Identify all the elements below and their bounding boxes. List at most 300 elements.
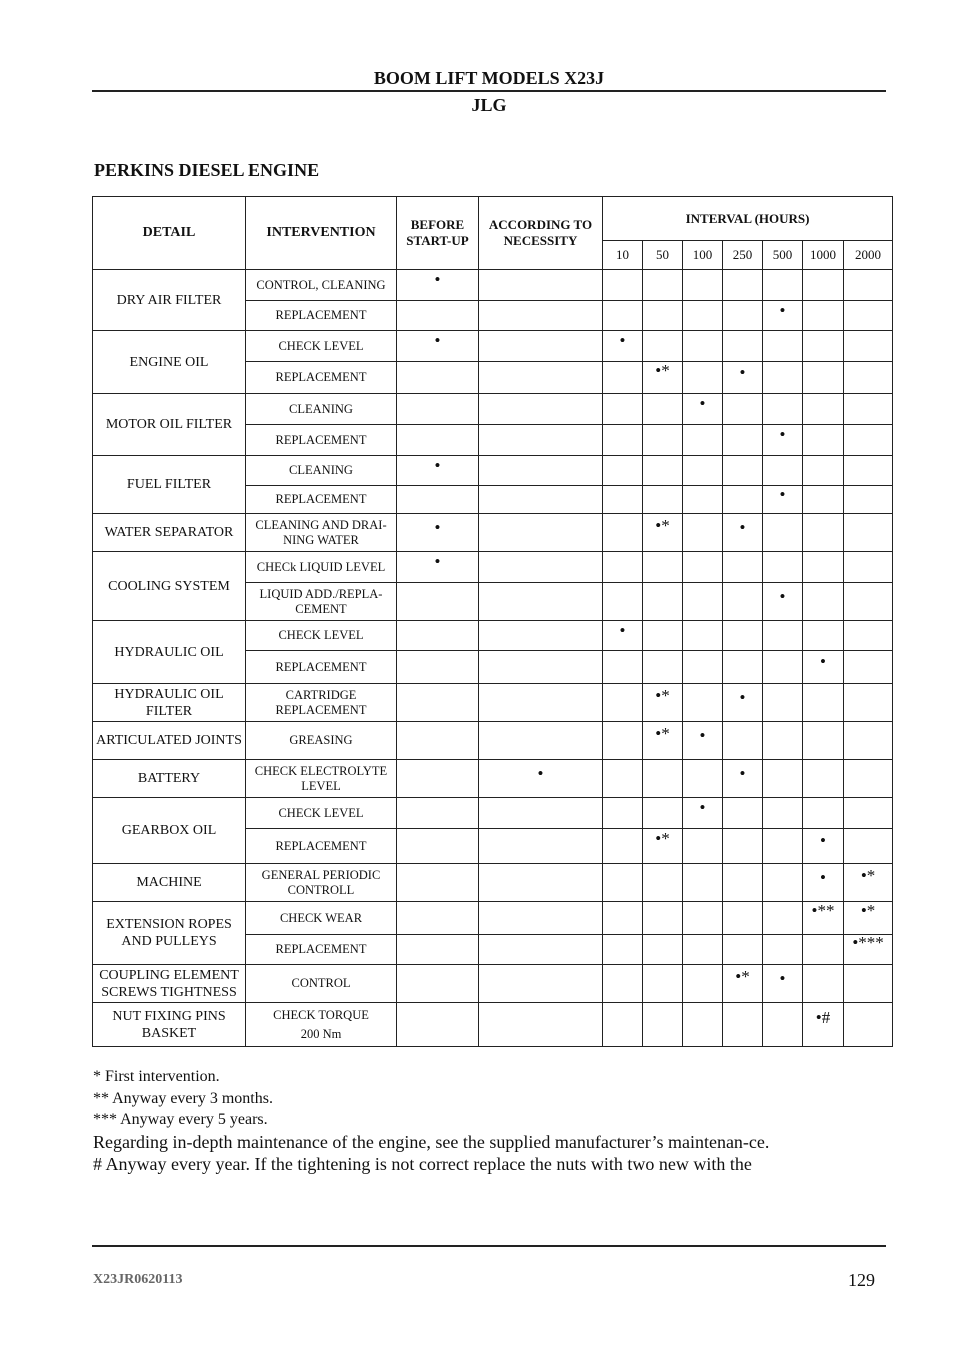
- schedule-mark-cell: [844, 902, 893, 935]
- table-row: [93, 722, 893, 760]
- schedule-mark-cell: [723, 270, 763, 301]
- intervention-label: GENERAL PERIODIC CONTROLL: [261, 867, 381, 897]
- intervention-label: REPLACEMENT: [275, 492, 367, 506]
- schedule-mark: •*: [655, 829, 670, 848]
- page-number: 129: [848, 1270, 875, 1290]
- schedule-mark-cell: [763, 798, 803, 829]
- detail-cell: MACHINE: [93, 864, 246, 902]
- schedule-mark-cell: [643, 935, 683, 965]
- schedule-mark-cell: [603, 583, 643, 621]
- schedule-mark-cell: [763, 651, 803, 684]
- schedule-mark-cell: [479, 486, 603, 514]
- schedule-mark-cell: [844, 362, 893, 394]
- schedule-mark-cell: [683, 1003, 723, 1047]
- schedule-mark-cell: [763, 935, 803, 965]
- schedule-mark-cell: [643, 829, 683, 864]
- schedule-mark-cell: [763, 965, 803, 1003]
- schedule-mark-cell: [643, 864, 683, 902]
- schedule-mark-cell: [803, 684, 844, 722]
- schedule-mark: •*: [655, 723, 670, 743]
- schedule-mark-cell: [844, 798, 893, 829]
- schedule-mark: •: [434, 517, 441, 537]
- schedule-mark-cell: [723, 864, 763, 902]
- schedule-mark-cell: [723, 684, 763, 722]
- detail-cell: FUEL FILTER: [93, 456, 246, 514]
- schedule-mark-cell: [603, 864, 643, 902]
- header-hours-1000: 1000: [803, 241, 844, 270]
- schedule-mark-cell: [479, 270, 603, 301]
- schedule-mark: •: [779, 586, 786, 606]
- intervention-label: CLEANING: [289, 401, 353, 416]
- schedule-mark-cell: [803, 651, 844, 684]
- schedule-mark: •: [434, 455, 441, 475]
- schedule-mark-cell: [844, 1003, 893, 1047]
- schedule-mark-cell: [844, 864, 893, 902]
- schedule-mark-cell: [683, 651, 723, 684]
- schedule-mark-cell: [479, 965, 603, 1003]
- schedule-mark-cell: [479, 798, 603, 829]
- schedule-mark-cell: [763, 514, 803, 552]
- schedule-mark: •: [434, 552, 441, 571]
- schedule-mark-cell: [723, 760, 763, 798]
- schedule-mark-cell: [397, 456, 479, 486]
- schedule-mark-cell: [397, 864, 479, 902]
- schedule-mark-cell: [643, 965, 683, 1003]
- schedule-mark: •*: [655, 361, 670, 380]
- intervention-cell: [246, 760, 397, 798]
- schedule-mark-cell: [603, 965, 643, 1003]
- table-row: [93, 798, 893, 829]
- schedule-mark: •***: [852, 934, 884, 952]
- schedule-mark-cell: [397, 331, 479, 362]
- schedule-mark-cell: [643, 684, 683, 722]
- schedule-mark-cell: [683, 456, 723, 486]
- intervention-cell: [246, 722, 397, 760]
- intervention-label: LIQUID ADD./REPLA-CEMENT: [259, 586, 383, 616]
- intervention-label: REPLACEMENT: [275, 942, 367, 956]
- detail-cell: COUPLING ELEMENT SCREWS TIGHTNESS: [93, 965, 246, 1003]
- footnotes: [93, 1066, 893, 1175]
- table-row: [93, 270, 893, 301]
- header-according-to-necessity: ACCORDING TO NECESSITY: [479, 197, 603, 270]
- table-row: [93, 514, 893, 552]
- schedule-mark-cell: [603, 331, 643, 362]
- intervention-cell: [246, 935, 397, 965]
- detail-cell: COOLING SYSTEM: [93, 552, 246, 621]
- schedule-mark-cell: [643, 621, 683, 651]
- schedule-mark: •: [779, 485, 786, 504]
- header-hours-10: 10: [603, 241, 643, 270]
- intervention-cell: [246, 456, 397, 486]
- schedule-mark-cell: [763, 583, 803, 621]
- schedule-mark-cell: [397, 362, 479, 394]
- schedule-mark-cell: [844, 331, 893, 362]
- schedule-mark-cell: [803, 864, 844, 902]
- schedule-mark: •: [434, 270, 441, 289]
- detail-cell: ARTICULATED JOINTS: [93, 722, 246, 760]
- schedule-mark-cell: [844, 301, 893, 331]
- schedule-mark-cell: [803, 486, 844, 514]
- schedule-mark-cell: [723, 362, 763, 394]
- schedule-mark-cell: [763, 829, 803, 864]
- schedule-mark-cell: [397, 760, 479, 798]
- schedule-mark-cell: [603, 651, 643, 684]
- schedule-mark-cell: [844, 651, 893, 684]
- intervention-label: CLEANING AND DRAI-NING WATER: [255, 517, 387, 547]
- schedule-mark-cell: [803, 1003, 844, 1047]
- schedule-mark-cell: [844, 456, 893, 486]
- intervention-cell: [246, 1003, 397, 1047]
- table-row: [93, 1003, 893, 1047]
- schedule-mark: •: [699, 725, 706, 745]
- footnote-manufacturer: Regarding in-depth maintenance of the engine, see the supplied manufacturer’s maintenan-ce.: [93, 1131, 770, 1152]
- schedule-mark-cell: [397, 651, 479, 684]
- schedule-mark-cell: [803, 760, 844, 798]
- document-title: BOOM LIFT MODELS X23J: [373, 68, 605, 88]
- schedule-mark-cell: [397, 514, 479, 552]
- schedule-mark-cell: [603, 902, 643, 935]
- schedule-mark-cell: [397, 394, 479, 425]
- schedule-mark-cell: [683, 394, 723, 425]
- schedule-mark-cell: [803, 583, 844, 621]
- schedule-mark-cell: [479, 1003, 603, 1047]
- schedule-mark-cell: [803, 362, 844, 394]
- schedule-mark-cell: [803, 722, 844, 760]
- schedule-mark: •**: [811, 901, 835, 920]
- schedule-mark-cell: [723, 583, 763, 621]
- schedule-mark: •: [739, 687, 746, 707]
- schedule-mark-cell: [397, 829, 479, 864]
- intervention-label: REPLACEMENT: [275, 432, 367, 447]
- schedule-mark-cell: [397, 552, 479, 583]
- intervention-label: REPLACEMENT: [275, 838, 367, 853]
- table-row: [93, 902, 893, 935]
- schedule-mark-cell: [397, 684, 479, 722]
- schedule-mark-cell: [479, 456, 603, 486]
- intervention-label: CONTROL: [291, 976, 351, 990]
- schedule-mark-cell: [643, 486, 683, 514]
- schedule-mark-cell: [763, 456, 803, 486]
- schedule-mark-cell: [683, 486, 723, 514]
- schedule-mark-cell: [844, 552, 893, 583]
- schedule-mark-cell: [479, 864, 603, 902]
- schedule-mark-cell: [683, 965, 723, 1003]
- intervention-label: CLEANING: [289, 463, 353, 477]
- schedule-mark: •: [699, 394, 706, 413]
- intervention-cell: [246, 394, 397, 425]
- schedule-mark-cell: [844, 394, 893, 425]
- intervention-cell: [246, 902, 397, 935]
- schedule-mark-cell: [479, 301, 603, 331]
- intervention-label: CHECK TORQUE: [273, 1007, 369, 1022]
- schedule-mark: •*: [735, 966, 750, 986]
- schedule-mark-cell: [763, 722, 803, 760]
- intervention-label: GREASING: [289, 733, 353, 747]
- schedule-mark: •*: [655, 685, 670, 705]
- schedule-mark-cell: [803, 456, 844, 486]
- schedule-mark-cell: [683, 362, 723, 394]
- intervention-cell: [246, 552, 397, 583]
- schedule-mark-cell: [603, 722, 643, 760]
- schedule-mark-cell: [643, 425, 683, 456]
- brand-name: JLG: [471, 95, 507, 115]
- intervention-cell: [246, 798, 397, 829]
- table-row: [93, 965, 893, 1003]
- schedule-mark-cell: [763, 1003, 803, 1047]
- schedule-mark-cell: [683, 552, 723, 583]
- schedule-mark-cell: [683, 760, 723, 798]
- schedule-mark-cell: [643, 722, 683, 760]
- schedule-mark-cell: [643, 902, 683, 935]
- schedule-mark-cell: [479, 651, 603, 684]
- detail-cell: DRY AIR FILTER: [93, 270, 246, 331]
- schedule-mark: •*: [860, 901, 876, 920]
- schedule-mark-cell: [603, 935, 643, 965]
- schedule-mark-cell: [763, 394, 803, 425]
- schedule-mark-cell: [844, 829, 893, 864]
- header-hours-500: 500: [763, 241, 803, 270]
- schedule-mark-cell: [763, 621, 803, 651]
- intervention-label: REPLACEMENT: [275, 370, 367, 384]
- detail-cell: MOTOR OIL FILTER: [93, 394, 246, 456]
- detail-cell: HYDRAULIC OIL: [93, 621, 246, 684]
- schedule-mark-cell: [763, 684, 803, 722]
- schedule-mark-cell: [803, 965, 844, 1003]
- schedule-mark-cell: [397, 583, 479, 621]
- intervention-cell: [246, 514, 397, 552]
- schedule-mark-cell: [603, 514, 643, 552]
- schedule-mark-cell: [479, 902, 603, 935]
- footnote-every-year: # Anyway every year. If the tightening is not correct replace the nuts with two new with the: [93, 1153, 752, 1174]
- intervention-label: CHECK ELECTROLYTE LEVEL: [254, 763, 388, 793]
- table-body: [93, 270, 893, 1047]
- schedule-mark: •: [739, 763, 746, 783]
- document-code: X23JR0620113: [93, 1272, 183, 1287]
- footer-rule: [92, 1245, 886, 1247]
- schedule-mark-cell: [723, 829, 763, 864]
- schedule-mark-cell: [803, 935, 844, 965]
- schedule-mark-cell: [479, 684, 603, 722]
- schedule-mark-cell: [479, 331, 603, 362]
- intervention-cell: [246, 362, 397, 394]
- header-hours-50: 50: [643, 241, 683, 270]
- schedule-mark-cell: [723, 1003, 763, 1047]
- schedule-mark-cell: [723, 902, 763, 935]
- schedule-mark-cell: [763, 425, 803, 456]
- schedule-mark-cell: [397, 621, 479, 651]
- schedule-mark-cell: [844, 965, 893, 1003]
- schedule-mark-cell: [683, 583, 723, 621]
- schedule-mark-cell: [723, 651, 763, 684]
- intervention-label: CHECK LEVEL: [278, 628, 364, 642]
- detail-cell: GEARBOX OIL: [93, 798, 246, 864]
- intervention-cell: [246, 965, 397, 1003]
- schedule-mark: •: [434, 331, 441, 350]
- schedule-mark-cell: [603, 621, 643, 651]
- schedule-mark: •: [619, 331, 626, 350]
- schedule-mark-cell: [723, 722, 763, 760]
- intervention-cell: [246, 583, 397, 621]
- schedule-mark-cell: [603, 798, 643, 829]
- schedule-mark-cell: [603, 362, 643, 394]
- schedule-mark-cell: [723, 621, 763, 651]
- schedule-mark: •: [739, 517, 746, 537]
- intervention-sub-label: 200 Nm: [300, 1026, 342, 1041]
- maintenance-schedule-table: [92, 196, 893, 1047]
- schedule-mark-cell: [643, 798, 683, 829]
- schedule-mark-cell: [844, 486, 893, 514]
- schedule-mark-cell: [683, 722, 723, 760]
- detail-cell: WATER SEPARATOR: [93, 514, 246, 552]
- schedule-mark-cell: [803, 331, 844, 362]
- schedule-mark-cell: [479, 514, 603, 552]
- schedule-mark-cell: [683, 935, 723, 965]
- schedule-mark-cell: [397, 935, 479, 965]
- intervention-cell: [246, 486, 397, 514]
- header-intervention: INTERVENTION: [246, 197, 397, 270]
- schedule-mark-cell: [844, 621, 893, 651]
- intervention-cell: [246, 331, 397, 362]
- schedule-mark-cell: [844, 270, 893, 301]
- schedule-mark-cell: [763, 486, 803, 514]
- table-row: [93, 394, 893, 425]
- schedule-mark-cell: [397, 902, 479, 935]
- schedule-mark-cell: [643, 331, 683, 362]
- schedule-mark-cell: [763, 331, 803, 362]
- schedule-mark-cell: [723, 486, 763, 514]
- schedule-mark-cell: [397, 965, 479, 1003]
- intervention-label: CARTRIDGE REPLACEMENT: [275, 687, 367, 717]
- schedule-mark: •: [820, 652, 826, 671]
- detail-cell: NUT FIXING PINS BASKET: [93, 1003, 246, 1047]
- schedule-mark-cell: [844, 935, 893, 965]
- intervention-label: CHECK LEVEL: [278, 338, 364, 353]
- schedule-mark-cell: [683, 270, 723, 301]
- schedule-mark-cell: [479, 425, 603, 456]
- schedule-mark-cell: [643, 394, 683, 425]
- schedule-mark-cell: [763, 362, 803, 394]
- schedule-mark-cell: [643, 583, 683, 621]
- schedule-mark-cell: [683, 798, 723, 829]
- schedule-mark: •: [619, 620, 626, 640]
- table-row: [93, 760, 893, 798]
- schedule-mark-cell: [803, 621, 844, 651]
- intervention-label: CHECK LEVEL: [278, 805, 364, 820]
- header-detail: DETAIL: [93, 197, 246, 270]
- schedule-mark-cell: [603, 1003, 643, 1047]
- intervention-label: CHECK WEAR: [279, 910, 363, 925]
- schedule-mark-cell: [723, 425, 763, 456]
- schedule-mark-cell: [603, 301, 643, 331]
- intervention-cell: [246, 864, 397, 902]
- schedule-mark-cell: [803, 902, 844, 935]
- schedule-mark-cell: [803, 798, 844, 829]
- schedule-mark-cell: [803, 301, 844, 331]
- schedule-mark-cell: [803, 394, 844, 425]
- header-hours-2000: 2000: [844, 241, 893, 270]
- header-interval-hours: INTERVAL (HOURS): [603, 197, 893, 241]
- schedule-mark-cell: [763, 270, 803, 301]
- schedule-mark-cell: [844, 425, 893, 456]
- intervention-cell: [246, 684, 397, 722]
- schedule-mark-cell: [603, 456, 643, 486]
- intervention-label: CONTROL, CLEANING: [256, 277, 386, 292]
- schedule-mark-cell: [803, 829, 844, 864]
- schedule-mark-cell: [803, 514, 844, 552]
- intervention-cell: [246, 621, 397, 651]
- schedule-mark-cell: [683, 331, 723, 362]
- schedule-mark-cell: [763, 864, 803, 902]
- intervention-label: REPLACEMENT: [275, 308, 367, 322]
- schedule-mark-cell: [643, 301, 683, 331]
- schedule-mark-cell: [763, 552, 803, 583]
- detail-cell: BATTERY: [93, 760, 246, 798]
- schedule-mark-cell: [683, 829, 723, 864]
- schedule-mark-cell: [479, 760, 603, 798]
- schedule-mark-cell: [763, 902, 803, 935]
- footnote-three-months: ** Anyway every 3 months.: [93, 1089, 273, 1107]
- schedule-mark-cell: [603, 829, 643, 864]
- schedule-mark-cell: [723, 965, 763, 1003]
- schedule-mark-cell: [643, 760, 683, 798]
- header-hours-250: 250: [723, 241, 763, 270]
- schedule-mark-cell: [683, 864, 723, 902]
- schedule-mark-cell: [479, 362, 603, 394]
- schedule-mark-cell: [844, 684, 893, 722]
- schedule-mark-cell: [397, 425, 479, 456]
- schedule-mark-cell: [643, 362, 683, 394]
- schedule-mark-cell: [844, 760, 893, 798]
- intervention-label: REPLACEMENT: [275, 659, 367, 674]
- intervention-cell: [246, 270, 397, 301]
- schedule-mark-cell: [723, 301, 763, 331]
- schedule-mark-cell: [723, 456, 763, 486]
- schedule-mark-cell: [479, 552, 603, 583]
- detail-cell: ENGINE OIL: [93, 331, 246, 394]
- schedule-mark-cell: [643, 456, 683, 486]
- schedule-mark-cell: [479, 621, 603, 651]
- schedule-mark-cell: [603, 270, 643, 301]
- schedule-mark-cell: [803, 425, 844, 456]
- table-row: [93, 456, 893, 486]
- table-row: [93, 552, 893, 583]
- footnote-five-years: *** Anyway every 5 years.: [93, 1111, 268, 1128]
- schedule-mark-cell: [723, 394, 763, 425]
- schedule-mark-cell: [479, 722, 603, 760]
- schedule-mark-cell: [844, 514, 893, 552]
- schedule-mark-cell: [479, 394, 603, 425]
- schedule-mark-cell: [683, 301, 723, 331]
- schedule-mark-cell: [723, 331, 763, 362]
- schedule-mark-cell: [397, 270, 479, 301]
- schedule-mark-cell: [723, 798, 763, 829]
- schedule-mark-cell: [723, 935, 763, 965]
- schedule-mark-cell: [643, 651, 683, 684]
- schedule-mark: •*: [860, 865, 876, 885]
- schedule-mark-cell: [397, 798, 479, 829]
- schedule-mark-cell: [683, 514, 723, 552]
- schedule-mark: •#: [815, 1007, 831, 1027]
- intervention-cell: [246, 829, 397, 864]
- table-row: [93, 621, 893, 651]
- schedule-mark-cell: [723, 514, 763, 552]
- schedule-mark: •: [779, 300, 786, 320]
- schedule-mark-cell: [763, 301, 803, 331]
- schedule-mark-cell: [723, 552, 763, 583]
- schedule-mark-cell: [643, 1003, 683, 1047]
- schedule-mark-cell: [844, 722, 893, 760]
- schedule-mark-cell: [844, 583, 893, 621]
